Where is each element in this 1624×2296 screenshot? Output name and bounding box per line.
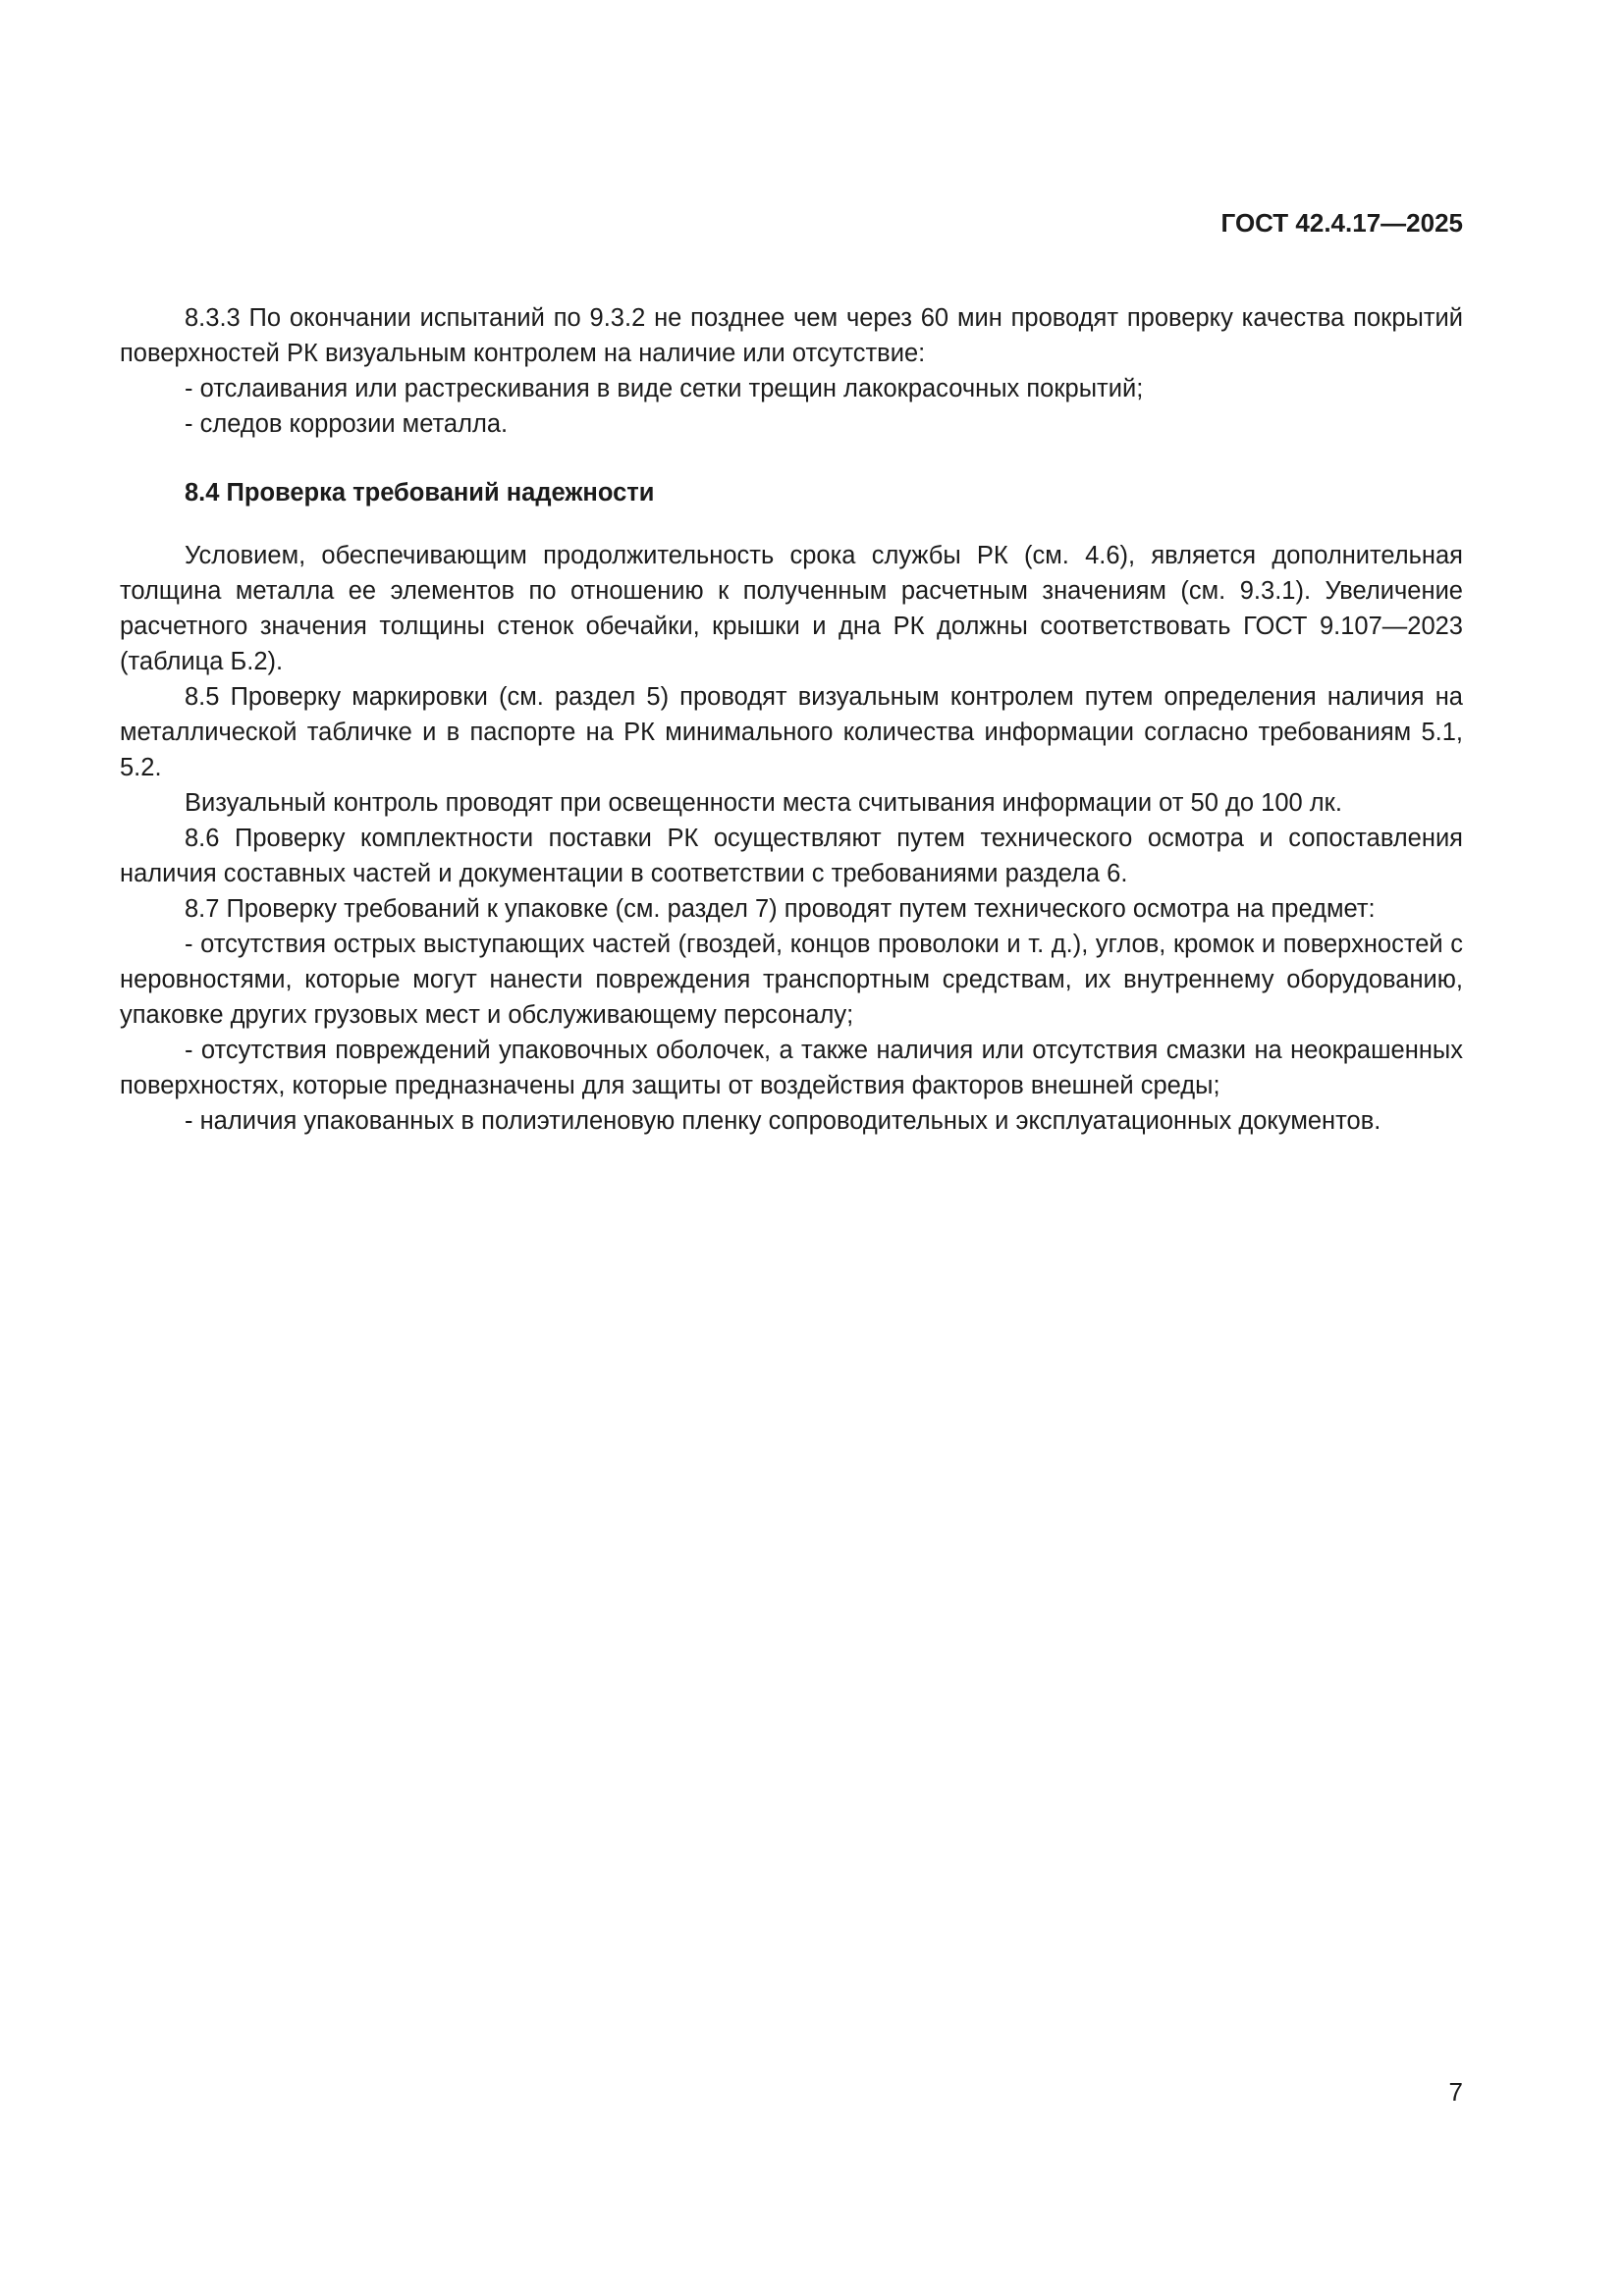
paragraph-visual-control: Визуальный контроль проводят при освещенности места считывания информации от 50 до 100 лк. bbox=[185, 789, 1342, 817]
list-item-sharp-parts: - отсутствия острых выступающих частей (гвоздей, концов проволоки и т. д.), углов, кромок и поверхностей с неровностями, которые могут нанести повреждения транспортным средствам, их внутреннему оборудованию, упаковке других грузовых мест и обслуживающему персоналу; bbox=[120, 931, 1463, 1029]
page-footer bbox=[120, 2077, 1463, 2107]
document-body bbox=[120, 300, 1463, 1139]
list-item-peeling: - отслаивания или растрескивания в виде сетки трещин лакокрасочных покрытий; bbox=[185, 375, 1144, 402]
paragraph-8-5: 8.5 Проверку маркировки (см. раздел 5) проводят визуальным контролем путем определения наличия на металлической табличке и в паспорте на РК минимального количества информации согласно требованиям 5.1, 5.2. bbox=[120, 683, 1463, 781]
list-item-corrosion: - следов коррозии металла. bbox=[185, 410, 509, 438]
paragraph-8-7: 8.7 Проверку требований к упаковке (см. раздел 7) проводят путем технического осмотра на предмет: bbox=[185, 895, 1376, 923]
list-item-documents: - наличия упакованных в полиэтиленовую пленку сопроводительных и эксплуатационных документов. bbox=[185, 1107, 1381, 1135]
doc-number: ГОСТ 42.4.17—2025 bbox=[1220, 208, 1463, 238]
page-header bbox=[120, 208, 1463, 238]
paragraph-8-6: 8.6 Проверку комплектности поставки РК осуществляют путем технического осмотра и сопоставления наличия составных частей и документации в соответствии с требованиями раздела 6. bbox=[120, 825, 1463, 887]
section-heading-8-4: 8.4 Проверка требований надежности bbox=[185, 479, 655, 507]
paragraph-8-3-3: 8.3.3 По окончании испытаний по 9.3.2 не позднее чем через 60 мин проводят проверку качества покрытий поверхностей РК визуальным контролем на наличие или отсутствие: bbox=[120, 304, 1463, 367]
list-item-packaging-damage: - отсутствия повреждений упаковочных оболочек, а также наличия или отсутствия смазки на неокрашенных поверхностях, которые предназначены для защиты от воздействия факторов внешней среды; bbox=[120, 1037, 1463, 1099]
page-number: 7 bbox=[1448, 2077, 1463, 2107]
paragraph-8-4-body: Условием, обеспечивающим продолжительность срока службы РК (см. 4.6), является дополнительная толщина металла ее элементов по отношению к полученным расчетным значениям (см. 9.3.1). Увеличение расчетного значения толщины стенок обечайки, крышки и дна РК должны соответствовать ГОСТ 9.107—2023 (таблица Б.2). bbox=[120, 542, 1463, 675]
